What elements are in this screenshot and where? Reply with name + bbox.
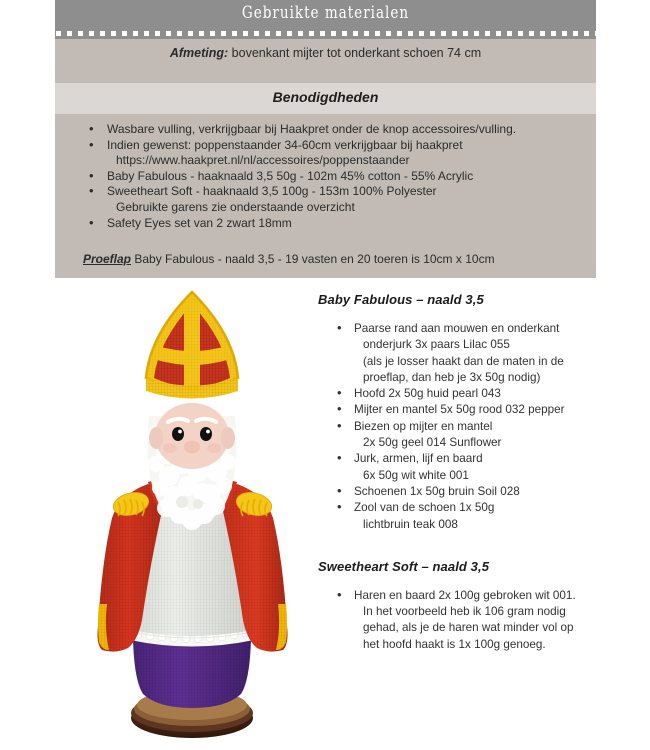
requirement-text: Safety Eyes set van 2 zwart 18mm (107, 215, 292, 230)
list-item (83, 169, 583, 185)
yarn-section-heading-sweetheart-soft: Sweetheart Soft – naald 3,5 (318, 558, 490, 574)
list-item (318, 588, 648, 653)
yarn-list-sweetheart-soft (318, 588, 648, 653)
yarn-line: • Zool van de schoen 1x 50g (354, 501, 495, 515)
dotted-divider (55, 30, 596, 39)
list-item (318, 321, 648, 386)
yarn-list-baby-fabulous (318, 321, 648, 533)
yarn-line: • Jurk, armen, lijf en baard (354, 452, 483, 466)
list-item (318, 419, 648, 452)
yarn-line: In het voorbeeld heb ik 106 gram nodig (363, 605, 566, 619)
list-item (318, 451, 648, 484)
dotted-divider-dots (56, 31, 596, 36)
section-spacer (318, 533, 648, 559)
yarn-line: gehad, als je de haren wat minder vol op (363, 621, 574, 635)
yarn-line: 6x 50g wit white 001 (363, 468, 469, 482)
yarn-line: lichtbruin teak 008 (363, 517, 458, 531)
dimension-bar (55, 39, 596, 83)
gauge-swatch-label: Proeflap (83, 252, 132, 266)
yarn-line: • Haren en baard 2x 100g gebroken wit 001. (354, 588, 576, 602)
yarn-line: • Mijter en mantel 5x 50g rood 032 pepper (354, 403, 565, 417)
requirement-text: Indien gewenst: poppenstaander 34-60cm verkrijgbaar bij haakpret (107, 137, 463, 152)
yarn-line: • Hoofd 2x 50g huid pearl 043 (354, 387, 501, 401)
dimension-label: Afmeting: (169, 46, 229, 60)
yarn-section-heading-baby-fabulous: Baby Fabulous – naald 3,5 (318, 292, 484, 307)
list-item (83, 216, 583, 232)
list-item (83, 138, 583, 169)
gauge-swatch-text: Baby Fabulous - naald 3,5 - 19 vasten en 20 toeren is 10cm x 10cm (134, 252, 495, 266)
dimension-text (55, 46, 596, 60)
requirements-block (55, 114, 596, 278)
requirement-text: Sweetheart Soft - haaknaald 3,5 100g - 153m 100% Polyester (107, 184, 437, 199)
yarn-line: • Schoenen 1x 50g bruin Soil 028 (354, 484, 520, 498)
yarn-line: proeflap, dan heb je 3x 50g nodig) (363, 370, 541, 384)
requirement-subtext-url[interactable]: https://www.haakpret.nl/nl/accessoires/poppenstaander (116, 153, 410, 168)
header-banner (55, 0, 596, 33)
yarn-line: 2x 50g geel 014 Sunflower (363, 436, 502, 450)
gauge-swatch-row (83, 252, 495, 266)
list-item (318, 500, 648, 533)
requirement-text: Wasbare vulling, verkrijgbaar bij Haakpret onder de knop accessoires/vulling. (107, 122, 517, 136)
yarn-line: (als je losser haakt dan de maten in de (363, 354, 564, 368)
dimension-value: bovenkant mijter tot onderkant schoen 74 cm (231, 46, 482, 60)
list-item (83, 184, 583, 215)
list-item (83, 122, 583, 138)
yarn-line: onderjurk 3x paars Lilac 055 (363, 338, 510, 352)
requirement-subtext: Gebruikte garens zie onderstaande overzicht (116, 199, 355, 214)
requirement-text: Baby Fabulous - haaknaald 3,5 50g - 102m 45% cotton - 55% Acrylic (107, 168, 474, 183)
requirements-heading: Benodigdheden (272, 89, 379, 105)
page-title: Gebruikte materialen (241, 3, 410, 23)
requirements-list (83, 122, 583, 231)
yarn-line: • Paarse rand aan mouwen en onderkant (354, 322, 560, 335)
yarn-overview (318, 292, 648, 653)
yarn-line: het hoofd haakt is 1x 100g genoeg. (363, 637, 546, 651)
product-photo (70, 286, 315, 744)
list-item (318, 402, 648, 418)
yarn-line: • Biezen op mijter en mantel (354, 419, 493, 433)
requirements-heading-band (55, 83, 596, 114)
list-item (318, 386, 648, 402)
list-item (318, 484, 648, 500)
sinterklaas-doll-illustration (70, 286, 315, 744)
